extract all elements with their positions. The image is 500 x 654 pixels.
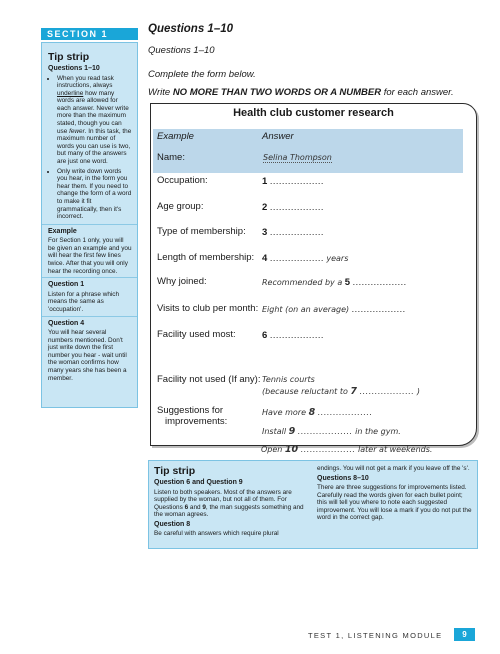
- bullet-1-text: When you read task instructions, always: [57, 74, 114, 90]
- questions-title: Questions 1–10: [148, 23, 234, 35]
- sidebar-tip-title: Tip strip: [48, 51, 90, 63]
- divider: [42, 277, 137, 278]
- q6-ref: 6: [184, 503, 189, 511]
- question-7-number: 7: [350, 386, 358, 397]
- form-row-label: Visits to club per month:: [157, 303, 259, 314]
- example-label: Example: [157, 131, 194, 142]
- facility-not-used-label: Facility not used (If any):: [157, 374, 261, 385]
- q8-text: Be careful with answers which require plural: [154, 530, 279, 538]
- question-number: 1: [262, 176, 268, 187]
- suggestion-3-end: later at weekends.: [355, 445, 433, 454]
- sidebar-tip-bullet-1: [57, 75, 132, 166]
- suggestion-1: [262, 407, 373, 418]
- bullet-1-underline: underline: [57, 89, 84, 97]
- suggestion-2-end: in the gym.: [352, 427, 401, 436]
- sidebar-q1-text: Listen for a phrase which means the same as 'occupation'.: [48, 290, 120, 313]
- form-row-answer: [262, 277, 407, 288]
- answer-7-gap[interactable]: ..................: [359, 387, 415, 396]
- answer-gap[interactable]: ..................: [352, 277, 407, 287]
- suggestion-1-text: Have more: [262, 408, 309, 417]
- sidebar-example-text: For Section 1 only, you will be given an example and you will hear the first few lines twice. After that you will only hear the recording once.: [48, 237, 132, 275]
- form-title: Health club customer research: [233, 107, 394, 119]
- form-row-label: Facility used most:: [157, 329, 236, 340]
- answer-9-gap[interactable]: ..................: [297, 427, 353, 436]
- page-number: 9: [454, 628, 475, 641]
- suggestions-label-1: Suggestions for: [157, 405, 224, 416]
- instruction-bold: NO MORE THAN TWO WORDS OR A NUMBER: [172, 87, 382, 98]
- form-example-band: [153, 129, 463, 173]
- answer-gap[interactable]: ..................: [269, 176, 324, 186]
- sidebar-q4-text: You will hear several numbers mentioned. Don't just write down the first number you hear - wait until the woman confirms how many years she has been a member.: [48, 329, 127, 382]
- form-row-answer: [262, 330, 324, 341]
- q8-10-text: There are three suggestions for improvements listed. Carefully read the words given for each bullet point; this will tell you where to note each suggested improvement. You will lose a mark if you do not put the word in the correct gap.: [317, 484, 472, 522]
- sidebar-tip-bullet-2: • Only write down words you hear, in the form you hear them. If you need to change the form of a word to make it fit grammatically, then it's incorrect.: [57, 168, 132, 221]
- reason-text: (because reluctant to: [262, 387, 351, 396]
- bottom-tip-title: Tip strip: [154, 465, 196, 477]
- sidebar-q4-heading: Question 4: [48, 319, 85, 327]
- suggestions-label-2: improvements:: [165, 416, 228, 427]
- bullet-1-italic: fewer: [69, 127, 85, 135]
- answer-gap[interactable]: ..................: [269, 253, 324, 263]
- question-number: 4: [262, 253, 268, 264]
- form-row-answer: [262, 304, 406, 314]
- sidebar-example-heading: Example: [48, 227, 77, 235]
- sidebar-questions-heading: Questions 1–10: [48, 65, 100, 72]
- divider: [42, 316, 137, 317]
- q6-q9-text-2: and: [188, 503, 203, 511]
- module-label: TEST 1, LISTENING MODULE: [308, 631, 443, 640]
- answer-gap[interactable]: ..................: [269, 227, 324, 237]
- form-row-label: Age group:: [157, 201, 204, 212]
- question-9-number: 9: [288, 426, 296, 437]
- name-answer: Selina Thompson: [263, 153, 332, 162]
- divider: [42, 224, 137, 225]
- form-row-answer: [262, 253, 348, 264]
- suggestion-3-text: Open: [261, 445, 285, 454]
- form-row-answer: [262, 227, 324, 238]
- word-limit-instruction: [148, 87, 454, 98]
- section-label: SECTION 1: [41, 28, 138, 40]
- answer-suffix: years: [323, 254, 349, 263]
- suggestion-2: [262, 426, 401, 437]
- question-number: 3: [262, 227, 268, 238]
- answer-8-gap[interactable]: ..................: [317, 408, 373, 417]
- suggestion-2-text: Install: [262, 427, 289, 436]
- bullet-1-text-mid: how many words are allowed for each answer. Never write more than the maximum stated, though you can use: [57, 89, 129, 135]
- question-number: 2: [262, 202, 268, 213]
- answer-gap[interactable]: ..................: [269, 202, 324, 212]
- q8-text-continued: endings. You will not get a mark if you leave off the 's'.: [317, 465, 470, 472]
- form-row-label: Why joined:: [157, 276, 207, 287]
- form-row-answer: [262, 202, 324, 213]
- bottom-tip-strip: [148, 460, 478, 549]
- answer-gap[interactable]: ..................: [269, 330, 324, 340]
- question-number: 5: [344, 277, 351, 288]
- bottom-tip-column-2: [317, 465, 474, 524]
- answer-prefix: Recommended by a: [262, 278, 345, 287]
- sidebar-q1-heading: Question 1: [48, 281, 85, 289]
- form-row-label: Length of membership:: [157, 252, 255, 263]
- sidebar-tip-strip: [41, 42, 138, 408]
- research-form: [150, 103, 477, 446]
- instruction-pre: Write: [148, 87, 173, 98]
- question-10-number: 10: [284, 444, 299, 455]
- bottom-tip-column-1: [154, 465, 309, 540]
- form-row-label: Type of membership:: [157, 226, 246, 237]
- q6-q9-heading: Question 6 and Question 9: [154, 479, 243, 486]
- answer-label: Answer: [262, 131, 294, 142]
- sidebar-tip-list: [48, 75, 132, 221]
- questions-subtitle: Questions 1–10: [148, 45, 215, 56]
- facility-not-used-reason: [262, 386, 420, 397]
- bullet-1-text-end: . In this task, the maximum number of words you can use is two, but many of the answers are just one word.: [57, 127, 132, 166]
- answer-prefix: Eight (on an average): [262, 305, 352, 314]
- form-row-answer: [262, 176, 324, 187]
- form-row-label: Occupation:: [157, 175, 208, 186]
- q8-heading: Question 8: [154, 520, 191, 528]
- reason-close: ): [414, 387, 421, 396]
- instruction-text: Complete the form below.: [148, 69, 256, 80]
- answer-10-gap[interactable]: ..................: [300, 445, 356, 454]
- instruction-post: for each answer.: [381, 87, 454, 98]
- question-8-number: 8: [308, 407, 316, 418]
- facility-not-used-value: Tennis courts: [262, 375, 315, 384]
- answer-gap[interactable]: ..................: [351, 304, 406, 314]
- q8-10-heading: Questions 8–10: [317, 474, 369, 482]
- question-number: 6: [262, 330, 268, 341]
- suggestion-3: [261, 444, 432, 455]
- name-label: Name:: [157, 152, 185, 163]
- q9-ref: 9: [202, 503, 206, 511]
- q6-q9-text-3: , the man suggests something and the woman agrees.: [154, 503, 304, 519]
- q6-q9-text-1: Listen to both speakers. Most of the answers are supplied by the woman, but not all of them. For Questions: [154, 488, 292, 511]
- q6-q9-text: [154, 489, 309, 519]
